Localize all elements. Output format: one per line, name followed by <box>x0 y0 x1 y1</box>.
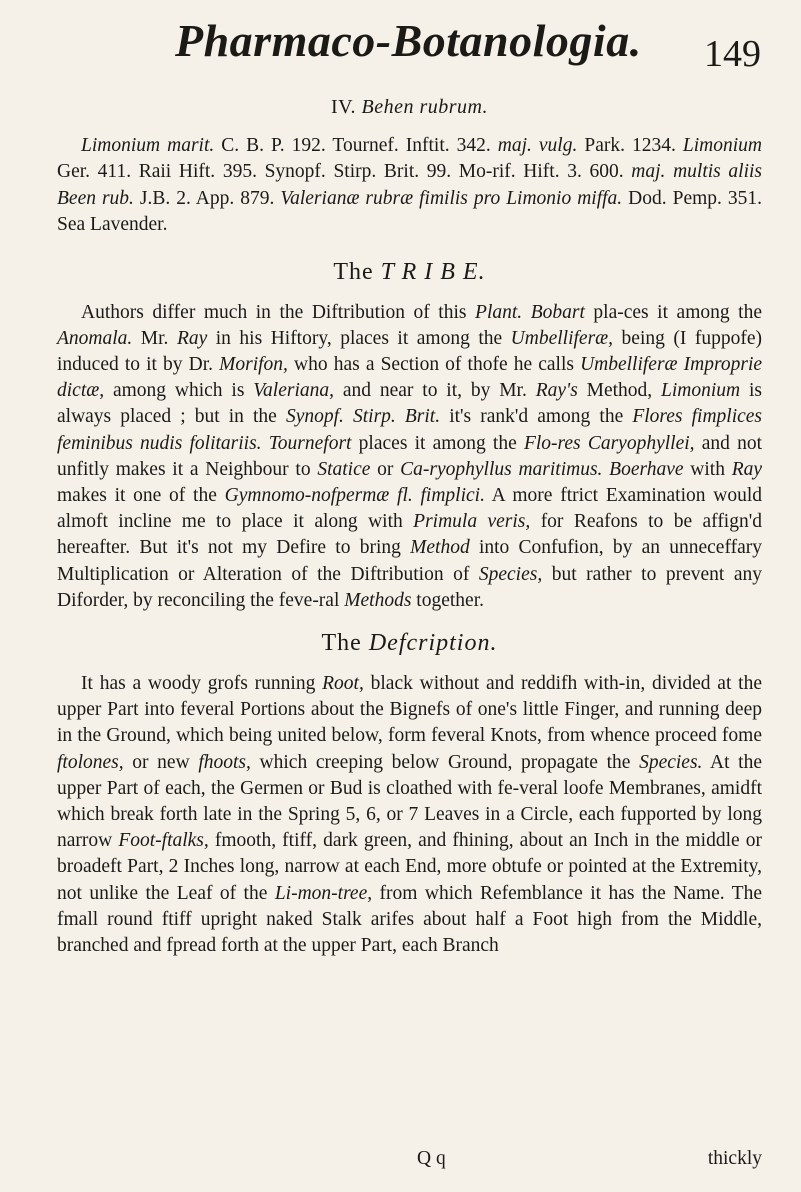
italic-run: Method <box>410 537 470 559</box>
text-run: into Confufion, by an unneceffary Multiplication or Alteration of the Diftribution of <box>57 537 762 585</box>
text-run: Authors differ much in the Diftribution of this <box>81 301 476 323</box>
italic-run: fhoots, <box>198 751 251 773</box>
italic-run: Li-mon-tree, <box>274 882 373 904</box>
description-paragraph <box>57 671 762 959</box>
text-run: which creeping below Ground, propagate the <box>250 751 640 773</box>
text-run: Ger. 411. Raii Hift. 395. Synopf. Stirp. Brit. 99. Mo-rif. Hift. 3. 600. <box>57 161 632 183</box>
tribe-heading <box>57 259 762 286</box>
tribe-heading-title: T R I B E. <box>380 258 486 285</box>
italic-run: Ray <box>731 458 763 480</box>
text-run: from which Refemblance it has the Name. The fmall round ftiff upright naked Stalk arifes about half a Foot high from the Middle, branched and fpread forth at the upper Part, each Branch <box>57 882 762 957</box>
italic-run: Root, <box>322 673 364 695</box>
catchword: thickly <box>707 1148 762 1169</box>
italic-run: Ray <box>176 327 208 349</box>
text-run: pla-ces it among the <box>584 301 762 323</box>
tribe-heading-prefix: The <box>333 258 381 285</box>
italic-run: Anomala. <box>57 327 133 349</box>
tribe-paragraph <box>57 300 762 614</box>
entry-number: IV. <box>330 96 357 118</box>
italic-run: Methods <box>344 589 412 611</box>
signature-mark: Q q <box>417 1148 446 1169</box>
description-heading <box>57 630 762 657</box>
text-run: or <box>370 458 401 480</box>
entry-heading <box>57 96 762 119</box>
italic-run: Flo-res Caryophyllei, <box>523 432 695 454</box>
page-footer <box>57 1148 762 1178</box>
text-run: among which is <box>104 380 254 402</box>
text-run: for Reafons to be affign'd hereafter. But it's not my Defire to bring <box>57 511 762 559</box>
text-run: Method, <box>577 380 662 402</box>
text-run: being (I fuppofe) induced to it by Dr. <box>57 327 762 376</box>
text-run: black without and reddifh with-in, divided at the upper Part into feveral Portions about the Bignefs of one's little Finger, and running deep in the Ground, which being united below, form feveral Knots, from whence proceed fome <box>57 673 762 747</box>
text-run: fmooth, ftiff, dark green, and fhining, about an Inch in the middle or broadeft Part, 2 Inches long, narrow at each End, more obtufe or pointed at the Extremity, not unlike the Leaf of the <box>57 830 762 904</box>
text-run: J.B. 2. App. 879. <box>133 187 281 209</box>
text-run: is always placed ; but in the <box>57 380 763 428</box>
text-run: C. B. P. 192. Tournef. Inftit. 342. <box>214 135 498 156</box>
italic-run: ftolones, <box>57 751 124 773</box>
italic-run: Flores fimplices feminibus nudis folitariis. Tournefort <box>57 406 763 454</box>
description-heading-prefix: The <box>321 630 369 657</box>
text-run: Park. 1234. <box>577 135 683 156</box>
italic-run: maj. vulg. <box>497 135 578 156</box>
text-run: A more ftrict Examination would almoft incline me to place it along with <box>57 485 762 533</box>
text-run: places it among the <box>351 432 524 454</box>
italic-run: Limonium <box>661 380 741 402</box>
italic-run: Umbelliferæ Improprie dictæ, <box>57 354 763 402</box>
page-number: 149 <box>704 33 761 75</box>
text-run: it's rank'd among the <box>440 406 633 428</box>
italic-run: Umbelliferæ, <box>510 327 614 349</box>
italic-run: Morifon, <box>219 354 288 376</box>
italic-run: Gymnomo-nofpermæ fl. fimplici. <box>224 485 485 507</box>
text-run: with <box>683 458 732 480</box>
italic-run: Ca-ryophyllus maritimus. Boerhave <box>400 458 684 480</box>
text-run: makes it one of the <box>57 485 225 507</box>
italic-run: Species, <box>478 563 543 585</box>
running-title: Pharmaco-Botanologia. <box>175 15 642 66</box>
italic-run: Synopf. Stirp. Brit. <box>285 406 441 428</box>
italic-run: Limonium marit. <box>81 135 215 156</box>
page-header <box>60 10 761 90</box>
italic-run: Foot-ftalks, <box>118 830 209 852</box>
text-run: It has a woody grofs running <box>81 673 323 695</box>
description-heading-title: Defcription. <box>368 630 498 657</box>
text-run: and not unfitly makes it a Neighbour to <box>57 432 763 480</box>
text-run: together. <box>411 589 484 611</box>
italic-run: Ray's <box>535 380 578 402</box>
text-run: Dod. Pemp. 351. Sea Lavender. <box>57 187 763 236</box>
text-run: or new <box>123 751 199 773</box>
italic-run: Primula veris, <box>413 511 531 533</box>
italic-run: Valeriana, <box>253 380 334 402</box>
text-run: and near to it, by Mr. <box>334 380 536 402</box>
text-run: in his Hiftory, places it among the <box>207 327 511 349</box>
italic-run: Limonium <box>682 135 763 156</box>
entry-name: Behen rubrum. <box>361 96 488 118</box>
text-run: but rather to prevent any Diforder, by reconciling the feve-ral <box>57 563 762 611</box>
synonymy-paragraph <box>57 133 762 239</box>
text-run: Mr. <box>132 327 177 349</box>
italic-run: Valerianæ rubræ fimilis pro Limonio miffa. <box>280 187 623 209</box>
italic-run: Species. <box>639 751 703 773</box>
italic-run: Statice <box>317 458 371 480</box>
italic-run: Plant. Bobart <box>475 301 585 323</box>
page-body <box>57 96 762 975</box>
italic-run: maj. multis aliis Been rub. <box>57 161 762 209</box>
text-run: At the upper Part of each, the Germen or Bud is cloathed with fe-veral loofe Membranes, amidft which break forth late in the Spring 5, 6, or 7 Leaves in a Circle, each fupported by long narrow <box>57 751 762 852</box>
text-run: who has a Section of thofe he calls <box>287 354 581 376</box>
